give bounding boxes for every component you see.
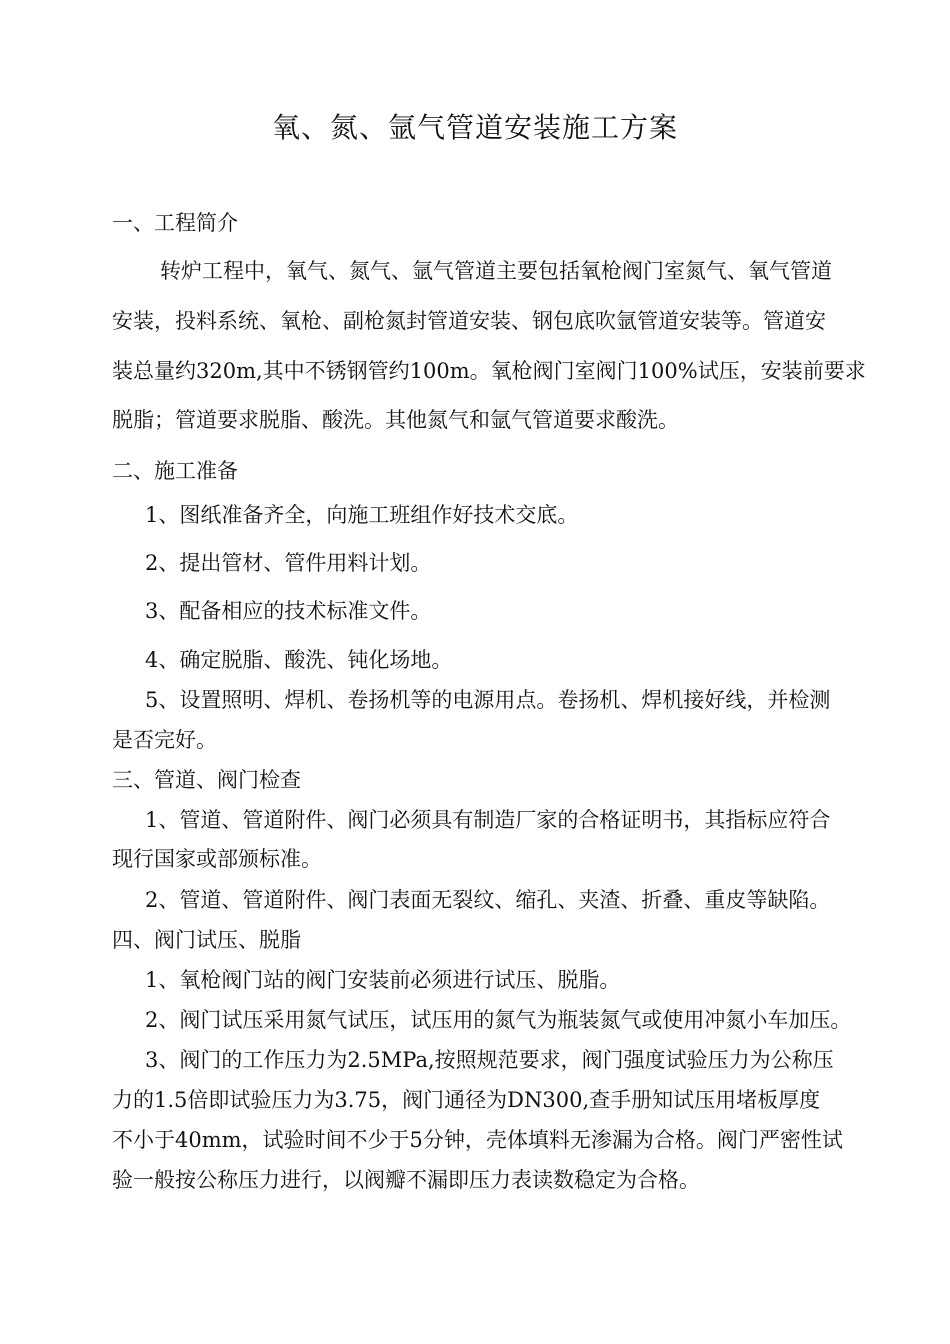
section-heading: 二、施工准备: [112, 459, 238, 483]
list-item-continuation: 是否完好。: [112, 728, 217, 752]
list-item: 1、管道、管道附件、阀门必须具有制造厂家的合格证明书，其指标应符合: [145, 808, 831, 832]
list-item-continuation: 验一般按公称压力进行，以阀瓣不漏即压力表读数稳定为合格。: [112, 1168, 700, 1192]
document-title: 氧、氮、氩气管道安装施工方案: [271, 111, 678, 144]
list-item: 4、确定脱脂、酸洗、钝化场地。: [145, 648, 453, 672]
paragraph-line: 脱脂；管道要求脱脂、酸洗。其他氮气和氩气管道要求酸洗。: [112, 408, 679, 432]
list-item: 2、提出管材、管件用料计划。: [145, 551, 432, 575]
list-item: 3、阀门的工作压力为2.5MPa,按照规范要求，阀门强度试验压力为公称压: [145, 1048, 834, 1072]
list-item-continuation: 现行国家或部颁标准。: [112, 847, 322, 871]
paragraph-line: 装总量约320m,其中不锈钢管约100m。氧枪阀门室阀门100%试压，安装前要求: [112, 359, 866, 383]
section-heading: 一、工程简介: [112, 211, 238, 235]
paragraph-line: 转炉工程中，氧气、氮气、氩气管道主要包括氧枪阀门室氮气、氧气管道: [160, 259, 832, 283]
list-item: 5、设置照明、焊机、卷扬机等的电源用点。卷扬机、焊机接好线，并检测: [145, 688, 831, 712]
list-item: 1、图纸准备齐全，向施工班组作好技术交底。: [145, 503, 579, 527]
list-item-continuation: 不小于40mm，试验时间不少于5分钟，壳体填料无渗漏为合格。阀门严密性试: [112, 1128, 843, 1152]
paragraph-line: 安装，投料系统、氧枪、副枪氮封管道安装、钢包底吹氩管道安装等。管道安: [112, 309, 826, 333]
list-item: 2、阀门试压采用氮气试压，试压用的氮气为瓶装氮气或使用冲氮小车加压。: [145, 1008, 852, 1032]
list-item: 2、管道、管道附件、阀门表面无裂纹、缩孔、夹渣、折叠、重皮等缺陷。: [145, 888, 831, 912]
section-heading: 四、阀门试压、脱脂: [112, 928, 301, 952]
list-item-continuation: 力的1.5倍即试验压力为3.75，阀门通径为DN300,查手册知试压用堵板厚度: [112, 1088, 821, 1112]
section-heading: 三、管道、阀门检查: [112, 768, 301, 792]
list-item: 1、氧枪阀门站的阀门安装前必须进行试压、脱脂。: [145, 968, 621, 992]
list-item: 3、配备相应的技术标准文件。: [145, 599, 432, 623]
